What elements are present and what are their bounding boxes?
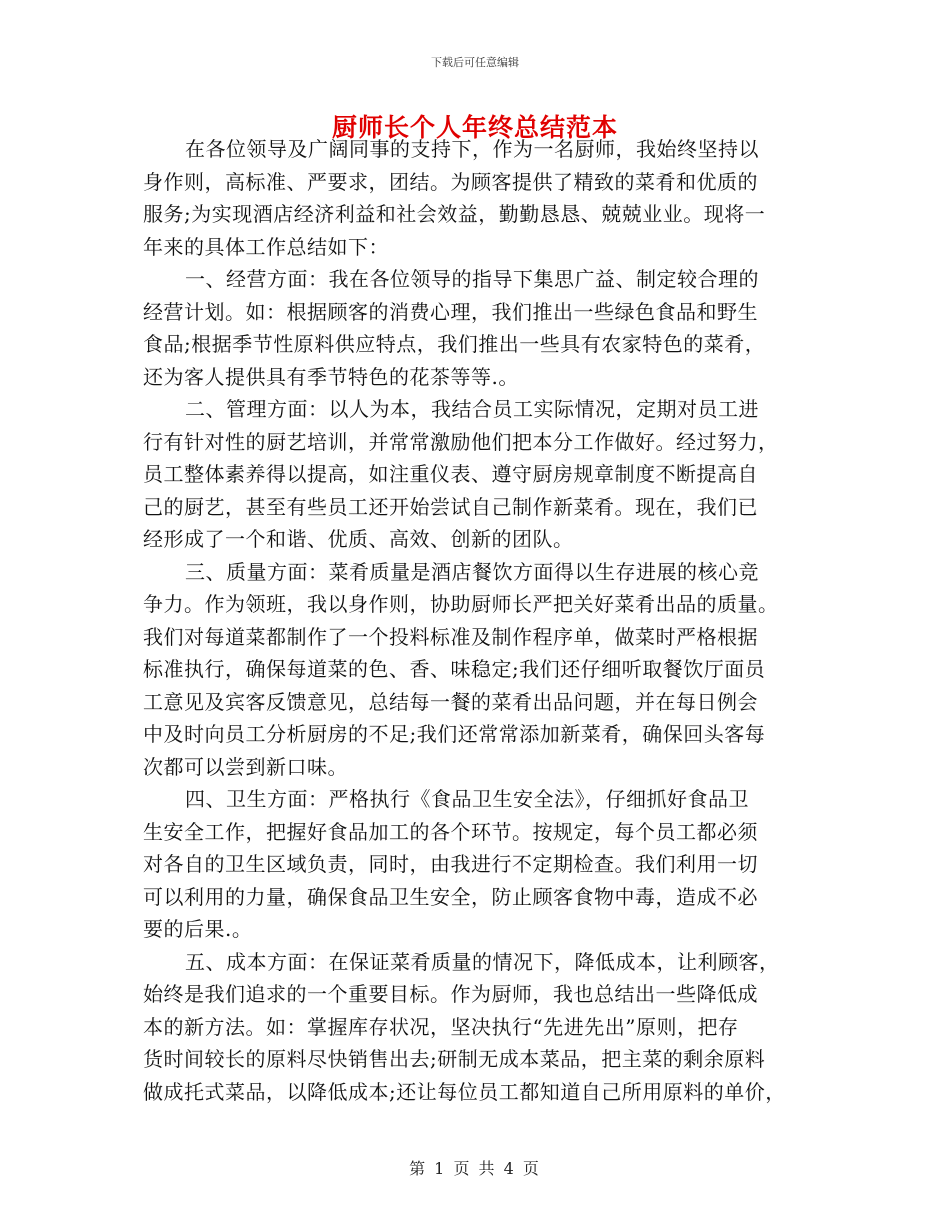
- body-line: 食品;根据季节性原料供应特点，我们推出一些具有农家特色的菜肴，: [143, 332, 766, 356]
- body-line: 货时间较长的原料尽快销售出去;研制无成本菜品，把主菜的剩余原料: [143, 1047, 766, 1071]
- body-line: 次都可以尝到新口味。: [143, 754, 348, 779]
- body-line: 标准执行，确保每道菜的色、香、味稳定;我们还仔细听取餐饮厅面员: [143, 657, 766, 681]
- body-line: 经形成了一个和谐、优质、高效、创新的团队。: [143, 527, 574, 551]
- body-line: 还为客人提供具有季节特色的花茶等等.。: [143, 364, 519, 389]
- body-line: 生安全工作，把握好食品加工的各个环节。按规定，每个员工都必须: [143, 819, 758, 844]
- document-title: 厨师长个人年终总结范本: [331, 113, 618, 142]
- body-line: 中及时向员工分析厨房的不足;我们还常常添加新菜肴，确保回头客每: [143, 722, 766, 746]
- header-note: 下载后可任意编辑: [431, 56, 519, 69]
- body-line: 在各位领导及广阔同事的支持下，作为一名厨师，我始终坚持以: [185, 137, 759, 161]
- body-line: 本的新方法。如：掌握库存状况，坚决执行“先进先出”原则，把存: [143, 1014, 739, 1039]
- document-body: [143, 133, 815, 1108]
- body-line: 服务;为实现酒店经济利益和社会效益，勤勤恳恳、兢兢业业。现将一: [143, 202, 766, 226]
- body-line: 四、卫生方面：严格执行《食品卫生安全法》，仔细抓好食品卫: [185, 787, 749, 811]
- body-line: 身作则，高标准、严要求，团结。为顾客提供了精致的菜肴和优质的: [143, 169, 758, 194]
- body-line: 要的后果.。: [143, 917, 253, 941]
- body-line: 一、经营方面：我在各位领导的指导下集思广益、制定较合理的: [185, 267, 759, 291]
- body-line: 员工整体素养得以提高，如注重仪表、遵守厨房规章制度不断提高自: [143, 462, 758, 486]
- body-line: 始终是我们追求的一个重要目标。作为厨师，我也总结出一些降低成: [143, 982, 758, 1006]
- body-line: 己的厨艺，甚至有些员工还开始尝试自己制作新菜肴。现在，我们已: [143, 494, 758, 519]
- body-line: 五、成本方面：在保证菜肴质量的情况下，降低成本，让利顾客，: [185, 949, 780, 974]
- body-line: 工意见及宾客反馈意见，总结每一餐的菜肴出品问题，并在每日例会: [143, 689, 758, 714]
- body-line: 年来的具体工作总结如下：: [143, 234, 389, 259]
- body-line: 行有针对性的厨艺培训，并常常激励他们把本分工作做好。经过努力，: [143, 429, 779, 454]
- body-line: 二、管理方面：以人为本，我结合员工实际情况，定期对员工进: [185, 397, 759, 421]
- body-line: 经营计划。如：根据顾客的消费心理，我们推出一些绿色食品和野生: [143, 299, 758, 324]
- body-line: 对各自的卫生区域负责，同时，由我进行不定期检查。我们利用一切: [143, 852, 758, 876]
- body-line: 做成托式菜品，以降低成本;还让每位员工都知道自己所用原料的单价，: [143, 1079, 786, 1104]
- body-line: 我们对每道菜都制作了一个投料标准及制作程序单，做菜时严格根据: [143, 624, 758, 649]
- body-line: 争力。作为领班，我以身作则，协助厨师长严把关好菜肴出品的质量。: [143, 592, 779, 616]
- body-line: 三、质量方面：菜肴质量是酒店餐饮方面得以生存进展的核心竞: [185, 559, 759, 584]
- body-line: 可以利用的力量，确保食品卫生安全，防止顾客食物中毒，造成不必: [143, 884, 758, 909]
- page-number: 第 1 页 共 4 页: [409, 1159, 541, 1178]
